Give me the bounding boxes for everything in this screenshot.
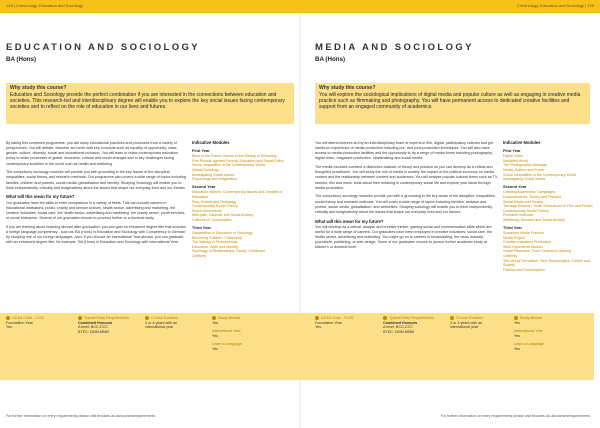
info-value: A level: BCC-CCC [78,325,108,330]
module-item: Global Sociology [192,167,219,172]
info-label: UCAS Code - PL3S [321,316,354,320]
info-value: Yes [514,320,521,325]
info-label: International Year [514,329,543,334]
info-bullet-icon [450,316,454,320]
degree-label: BA (Hons) [315,56,346,63]
footer-note: For further information on entry requirements please visit brookes.ac.uk/courses/requirements [6,414,156,418]
running-header: 128 | Criminology, Education and Sociology [6,3,84,8]
module-item: Becoming Children: Citizenship [192,235,242,240]
why-study-box [6,83,294,124]
why-study-text: Education and Sociology provide the perfect combination if you are interested in the connections between education and societies. This research-led and interdisciplinary degree will enable you to explore the key social issues facing contemporary societies and to reflect on the role of education in our lives and futures. [10,92,285,111]
info-bullet-icon [514,316,518,320]
info-value: Yes [6,325,13,330]
info-cell [6,316,66,330]
course-info-band [0,313,300,380]
year-heading: Second Year [503,183,527,189]
info-bullet-icon [6,316,10,320]
module-item: The Photographic Message [503,163,547,168]
module-item: Five Pounds against Poverty, Education and Social Policy [192,158,284,163]
year-heading: First Year [192,147,210,153]
modules-heading: Indicative Modules [192,140,230,145]
module-item: Investigating Social Issues [503,177,546,182]
info-label: Learn a Language [514,342,544,347]
body-paragraph: You will develop as a critical, analytic and creative thinker, gaining social and communication skills which are useful for a wide range of careers. Our graduates have been employed in creative industries, social care, the health sector, advertising and marketing. You might go on to careers in broadcasting, the news industry, journalism, publishing, or web design. Some of our graduates choose to pursue further academic study at Master's or doctoral level. [315,224,493,250]
info-label: Typical Entry Requirements [389,316,435,320]
module-item: Digital Video [503,154,524,159]
module-item: Contemporary Social Theory [503,208,549,213]
info-cell [514,316,574,352]
why-study-text: You will explore the sociological implications of digital media and popular culture as well as engaging in creative media practice such as filmmaking and photography. You will have permanent access to dedicated creative facilities and support from an engaged community of academics. [319,92,581,111]
body-paragraph: The media modules combine a distinctive balance of theory and practice so you can develop as a critical and thoughtful practitioner. You will study the role of media in society, the impact of the political economy on media content and the relationship between content and audiences. You will analyse popular cultural forms such as TV, memes, film and news, think about their meaning in contemporary social life and explore your ideas through media production. [315,165,499,190]
info-cell [383,316,443,334]
why-study-heading: Why study this course? [10,85,67,91]
info-value: Yes [315,325,322,330]
info-bullet-icon [78,316,82,320]
module-item: Research Methods [503,213,534,218]
info-bullet-icon [383,316,387,320]
module-item: Celebrity [192,254,207,259]
module-item: Visual Pleasures: From Cinema to Gaming [503,249,572,254]
module-item: Sociology of Relationships, Family, Childhood [192,249,265,254]
info-value: Yes [212,346,219,351]
info-value: 3 or 4 years with an [145,320,178,325]
module-item: Fashion and Consumption [503,267,545,272]
info-value: Foundation Year [315,320,342,325]
body-paragraph: The compulsory sociology modules will provide you with grounding in the key issues of the discipline: inequalities, social theory, and research methods. Our programme also covers a wide range of topics including families, children and parents, social media, globalisation and identity. Studying Sociology will enable you to think independently, critically and imaginatively about the issues that shape our everyday lives and our futures. [6,170,186,190]
modules-heading: Indicative Modules [503,140,541,145]
module-item: Sustained Media Practice [503,231,544,236]
page-title: EDUCATION AND SOCIOLOGY [6,42,201,53]
year-heading: First Year [503,147,521,153]
info-cell [450,316,508,330]
info-value: Yes [514,346,521,351]
module-item: Education Matters: Contemporary Issues and Debates in Education [192,190,283,199]
module-item: Social Inequalities in the Contemporary World [503,172,576,177]
module-item: Cultures of Consumption [192,217,232,222]
info-value: Combined Honours [78,320,113,325]
page-title: MEDIA AND SOCIOLOGY [315,42,474,53]
running-header: Criminology, Education and Sociology | 129 [516,3,594,8]
info-label: International Year [212,329,241,334]
footer-note: For further information on entry requirements please visit brookes.ac.uk/courses/requirements [440,414,590,418]
body-paragraph: By taking this combined programme, you will study educational practices and processes from a variety of perspectives. You will debate, describe and work with key concepts such as equality of opportunity, class, gender, culture, diversity, social and educational inclusion. You will learn to relate contemporary education policy to wider processes of global, economic, cultural and social changes and to key challenges facing contemporary societies in the world such as health and wellbeing. [6,141,179,166]
module-item: Work Experience Module [503,244,544,249]
info-value: BTEC: DMM-MMM [383,329,415,334]
info-label: Course Duration [456,316,483,320]
info-value: Foundation Year [6,320,33,325]
module-item: Contemporary Social Theory [192,204,238,209]
info-value: international year [450,325,479,330]
module-item: The Making of Professionals [192,240,238,245]
career-heading: What will this mean for my future? [315,218,384,224]
module-item: The Virtual Revolution: New Technologies, Culture and Society [503,258,590,268]
info-label: UCAS Code - LX33 [12,316,44,320]
module-item: Social Media and Society [503,199,544,204]
info-value: Yes [212,320,219,325]
degree-label: BA (Hons) [6,56,37,63]
info-value: A level: BCC-CCC [383,325,413,330]
right-page [300,0,600,428]
module-item: Mediated World [503,158,529,163]
module-item: Well-path, Disorder and Social Anxiety [192,213,254,218]
module-item: Creative Industries Production [503,240,552,245]
module-item: Celebrity [503,254,518,259]
body-paragraph: You will attend lectures led by an interdisciplinary team of experts in film, digital, participatory cultures and get hands-on experience of media production including pre- and post-production techniques. You will also have access to media production facilities and the opportunity to try a range of media forms including photography, digital video, magazine production, newsmaking and social media. [315,141,494,161]
module-item: Media, Culture and Power [503,167,545,172]
modules-column [503,141,593,272]
module-item: Investigating Social Issues [192,172,235,177]
module-item: Back to the Future: Issues in the History of Schooling [192,154,277,159]
info-value: BTEC: DMM-MMM [78,329,110,334]
info-value: international year [145,325,174,330]
module-item: Social Movements [192,208,222,213]
career-heading: What will this mean for my future? [6,194,75,200]
info-label: Typical Entry Requirements [84,316,130,320]
info-bullet-icon [212,316,216,320]
module-item: Media Project [503,235,525,240]
info-cell [145,316,205,330]
info-value: Combined Honours [383,320,418,325]
body-paragraph: The compulsory sociology modules provide you with a grounding in the key areas of the discipline: inequalities, social theory and research methods. You will cover a wide range of topics including families, activism and protest, social media, globalisation, and celebrities. Studying sociology will enable you to think independently, critically and imaginatively about the issues that shape our everyday lives and our futures. [315,194,496,214]
info-value: Yes [514,333,521,338]
module-item: Play, Protest and Pedagogy [192,199,237,204]
info-bullet-icon [145,316,149,320]
why-study-heading: Why study this course? [319,85,376,91]
module-item: Psychology and Imagination [192,177,237,182]
module-item: Documentaries: Theory and Practice [503,194,562,199]
info-cell [212,316,272,352]
module-item: Wellbeing, Disorder and Social Anxiety [503,217,565,222]
module-item: Social Inequalities in the Contemporary World [192,163,265,168]
year-heading: Third Year [503,224,522,230]
info-label: Learn a Language [212,342,242,347]
module-item: Teenage Dreams? Youth Subcultures in Film and Fiction [503,204,593,209]
info-cell [78,316,138,334]
body-paragraph: If you are thinking about teaching abroad after graduation, you can gain an enhanced degree title that includes a foreign language competency - such as 'BA (Hons) in Education and Sociology with Competency in German' by studying one of our foreign languages. Also, if you choose an International Year abroad, you can graduate with an enhanced degree title, for example, 'BA (Hons) in Education and Sociology with International Year'. [6,224,186,245]
course-info-band [300,313,594,380]
info-bullet-icon [315,316,319,320]
year-heading: Third Year [192,224,211,230]
info-value: Yes [212,333,219,338]
main-text-column [6,141,186,249]
info-cell [315,316,373,330]
info-label: Study abroad [218,316,240,320]
body-paragraph: Our graduates have the skills to enter occupations in a variety of fields. This can include careers in educational institutions, public, charity and service sectors, health sector, advertising and marketing, the creative industries, social care, the health sector, advertising and marketing, the charity sector, youth services, or social enterprise. Several of our graduates choose to proceed further to a doctoral study. [6,200,186,221]
module-item: Education, Work and Identity [192,244,238,249]
module-item: Creating Awareness: Campaigns [503,190,556,195]
info-label: Study abroad [520,316,542,320]
modules-column [192,141,292,259]
module-item: Dissertation in Education or Sociology [192,231,253,236]
year-heading: Second Year [192,183,216,189]
info-value: 3 or 4 years with an [450,320,483,325]
why-study-box [315,83,590,124]
main-text-column [315,141,499,254]
info-label: Course Duration [151,316,178,320]
